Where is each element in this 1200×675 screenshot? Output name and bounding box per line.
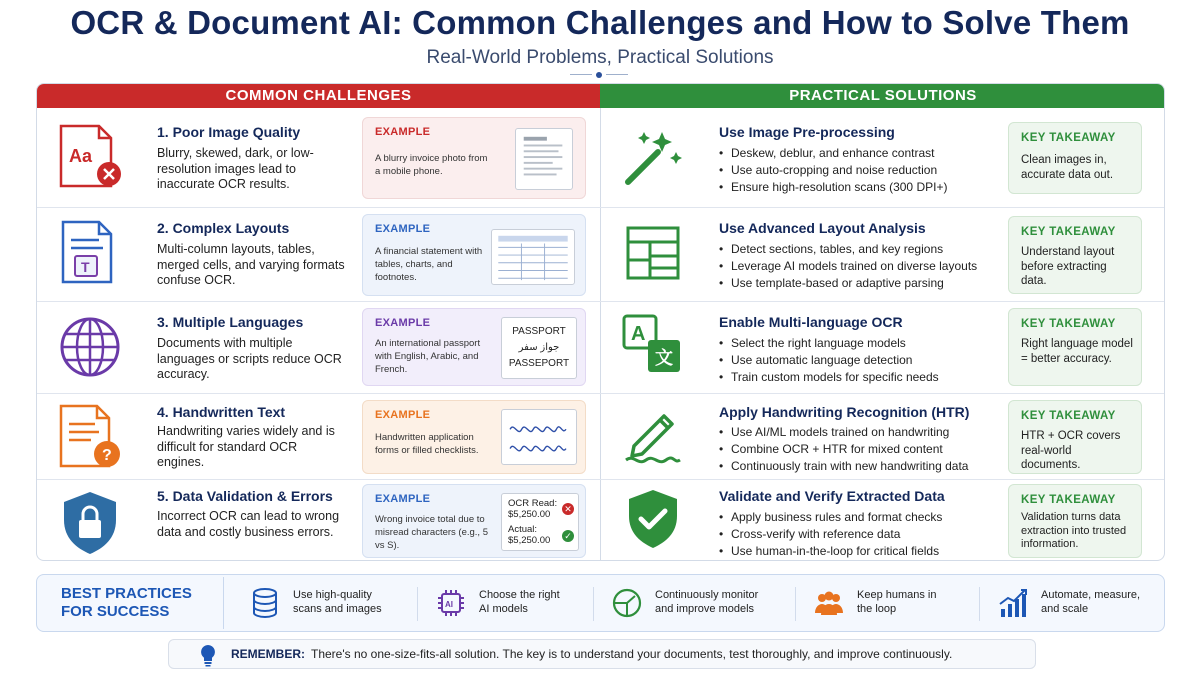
solutions-header: PRACTICAL SOLUTIONS [600, 84, 1165, 108]
best-practice-text [293, 588, 423, 616]
solution-title: Use Advanced Layout Analysis [719, 220, 926, 236]
solution-point: • Use template-based or adaptive parsing [719, 275, 1009, 292]
row-handwritten-text [37, 394, 1165, 480]
row-image-quality [37, 108, 1165, 208]
svg-text:Aa: Aa [69, 146, 93, 166]
example-box [362, 214, 586, 296]
layout-grid-icon [620, 220, 686, 286]
challenge-title: 5. Data Validation & Errors [157, 488, 333, 504]
key-takeaway-text: Validation turns data extraction into trusted information. [1021, 511, 1127, 550]
check-shield-icon [620, 486, 686, 552]
example-box [362, 484, 586, 558]
ocr-read-value: $5,250.00 [508, 509, 551, 520]
row-multiple-languages [37, 302, 1165, 394]
question-document-icon [55, 402, 125, 472]
key-takeaway-text: Understand layout before extracting data. [1021, 246, 1115, 287]
solution-point: • Leverage AI models trained on diverse layouts [719, 258, 1009, 275]
layout-document-icon [55, 218, 125, 288]
example-text: A financial statement with tables, charts, and footnotes. [375, 246, 483, 283]
solution-point: • Use auto-cropping and noise reduction [719, 162, 1009, 179]
passport-line: PASSEPORT [508, 358, 570, 369]
key-takeaway-box [1008, 484, 1142, 558]
remember-callout [168, 639, 1036, 669]
key-takeaway-label: KEY TAKEAWAY [1021, 318, 1116, 330]
passport-line: جواز سفر [518, 342, 560, 353]
solution-title: Validate and Verify Extracted Data [719, 488, 945, 504]
key-takeaway-text: Clean images in, accurate data out. [1021, 154, 1114, 181]
best-practice-line: the loop [857, 603, 897, 615]
remember-text: There's no one-size-fits-all solution. The key is to understand your documents, test thoroughly, and improve continuously. [311, 647, 953, 661]
best-practices-bar [36, 574, 1165, 632]
key-takeaway-box [1008, 216, 1142, 294]
best-practice-text [1041, 588, 1159, 616]
key-takeaway-box [1008, 400, 1142, 474]
best-practice-text [655, 588, 805, 616]
solution-points [719, 424, 1009, 475]
best-practices-title-line: FOR SUCCESS [61, 603, 170, 620]
solution-point: • Combine OCR + HTR for mixed content [719, 441, 1009, 458]
row-complex-layouts [37, 208, 1165, 302]
solution-points [719, 335, 1009, 386]
error-icon: ✕ [562, 503, 574, 515]
pen-icon [620, 402, 686, 468]
best-practice-line: Use high-quality [293, 589, 372, 601]
people-icon [813, 587, 845, 619]
best-practice-item [813, 583, 983, 623]
key-takeaway-box [1008, 122, 1142, 194]
best-practice-separator [795, 587, 796, 621]
solution-point: • Use AI/ML models trained on handwriting [719, 424, 1009, 441]
growth-chart-icon [997, 587, 1029, 619]
solution-points [719, 241, 1009, 292]
challenge-description: Incorrect OCR can lead to wrong data and costly business errors. [157, 509, 340, 539]
solution-point: • Use automatic language detection [719, 352, 1009, 369]
remember-label: REMEMBER: [231, 647, 305, 661]
challenge-description: Blurry, skewed, dark, or low-resolution images lead to inaccurate OCR results. [157, 146, 314, 191]
ai-chip-icon [435, 587, 467, 619]
lightbulb-icon [197, 643, 219, 667]
page-subtitle: Real-World Problems, Practical Solutions [426, 47, 774, 68]
blurry-document-icon [55, 122, 125, 192]
example-label: EXAMPLE [375, 126, 431, 138]
subtitle-divider-dot [596, 72, 602, 78]
translate-icon [620, 312, 686, 378]
svg-text:A: A [631, 323, 646, 345]
solution-point: • Continuously train with new handwriting data [719, 458, 1009, 475]
best-practice-separator [593, 587, 594, 621]
best-practice-item [611, 583, 801, 623]
subtitle-divider-right [606, 74, 628, 75]
svg-text:文: 文 [655, 348, 673, 369]
solution-point: • Train custom models for specific needs [719, 369, 1009, 386]
best-practice-line: and scale [1041, 603, 1089, 615]
best-practice-line: Keep humans in [857, 589, 937, 601]
key-takeaway-label: KEY TAKEAWAY [1021, 132, 1116, 144]
key-takeaway-label: KEY TAKEAWAY [1021, 494, 1116, 506]
solution-title: Enable Multi-language OCR [719, 314, 903, 330]
best-practice-item [997, 583, 1162, 623]
database-icon [249, 587, 281, 619]
solution-title: Apply Handwriting Recognition (HTR) [719, 404, 970, 420]
monitor-gauge-icon [611, 587, 643, 619]
best-practice-text [857, 588, 987, 616]
solution-point: • Select the right language models [719, 335, 1009, 352]
actual-label: Actual: [508, 524, 538, 535]
challenge-description: Documents with multiple languages or scripts reduce OCR accuracy. [157, 336, 342, 381]
example-box [362, 308, 586, 386]
best-practice-separator [417, 587, 418, 621]
best-practices-title [61, 585, 192, 621]
check-icon: ✓ [562, 530, 574, 542]
best-practice-line: and improve models [655, 603, 755, 615]
example-text: An international passport with English, Arabic, and French. [375, 338, 481, 375]
challenges-header: COMMON CHALLENGES [37, 84, 600, 108]
subtitle-divider-left [570, 74, 592, 75]
blurry-invoice-thumbnail [515, 128, 573, 190]
challenge-title: 2. Complex Layouts [157, 220, 290, 236]
best-practices-title-line: BEST PRACTICES [61, 585, 192, 602]
challenge-description: Multi-column layouts, tables, merged cells, and varying formats confuse OCR. [157, 242, 345, 287]
example-label: EXAMPLE [375, 493, 431, 505]
best-practice-line: Choose the right [479, 589, 560, 601]
ocr-comparison-thumbnail [501, 493, 579, 551]
example-text: A blurry invoice photo from a mobile phone. [375, 153, 488, 177]
best-practice-separator [979, 587, 980, 621]
best-practice-line: Automate, measure, [1041, 589, 1141, 601]
example-label: EXAMPLE [375, 409, 431, 421]
row-data-validation [37, 480, 1165, 561]
page-title: OCR & Document AI: Common Challenges and How to Solve Them [70, 4, 1130, 41]
best-practice-line: scans and images [293, 603, 382, 615]
financial-statement-thumbnail [491, 229, 575, 285]
solution-points [719, 509, 1009, 560]
challenge-title: 4. Handwritten Text [157, 404, 286, 420]
handwriting-thumbnail [501, 409, 577, 465]
challenge-title: 3. Multiple Languages [157, 314, 304, 330]
passport-thumbnail [501, 317, 577, 379]
example-box [362, 117, 586, 199]
challenges-solutions-panel [36, 83, 1165, 561]
ocr-read-label: OCR Read: [508, 498, 558, 509]
globe-icon [55, 312, 125, 382]
example-label: EXAMPLE [375, 223, 431, 235]
solution-point: • Deskew, deblur, and enhance contrast [719, 145, 1009, 162]
solution-points [719, 145, 1009, 196]
example-text: Handwritten application forms or filled checklists. [375, 432, 479, 456]
challenge-title: 1. Poor Image Quality [157, 124, 301, 140]
key-takeaway-label: KEY TAKEAWAY [1021, 226, 1116, 238]
best-practice-item [435, 583, 605, 623]
best-practice-item [249, 583, 419, 623]
example-text: Wrong invoice total due to misread characters (e.g., 5 vs S). [375, 514, 488, 551]
best-practice-text [479, 588, 609, 616]
best-practice-line: AI models [479, 603, 528, 615]
solution-point: • Detect sections, tables, and key regions [719, 241, 1009, 258]
best-practice-line: Continuously monitor [655, 589, 759, 601]
passport-line: PASSPORT [512, 326, 566, 337]
solution-point: • Apply business rules and format checks [719, 509, 1009, 526]
svg-text:T: T [81, 259, 90, 275]
solution-title: Use Image Pre-processing [719, 124, 895, 140]
example-box [362, 400, 586, 474]
magic-wand-icon [620, 124, 686, 190]
best-practices-divider [223, 577, 224, 629]
svg-text:?: ? [102, 447, 112, 464]
solution-point: • Cross-verify with reference data [719, 526, 1009, 543]
example-label: EXAMPLE [375, 317, 431, 329]
challenge-description: Handwriting varies widely and is difficult for standard OCR engines. [157, 424, 335, 469]
key-takeaway-label: KEY TAKEAWAY [1021, 410, 1116, 422]
key-takeaway-text: HTR + OCR covers real-world documents. [1021, 430, 1121, 471]
key-takeaway-box [1008, 308, 1142, 386]
lock-shield-icon [55, 488, 125, 558]
key-takeaway-text: Right language model = better accuracy. [1021, 338, 1133, 365]
solution-point: • Ensure high-resolution scans (300 DPI+) [719, 179, 1009, 196]
svg-text:AI: AI [445, 600, 453, 609]
solution-point: • Use human-in-the-loop for critical fields [719, 543, 1009, 560]
actual-value: $5,250.00 [508, 535, 551, 546]
